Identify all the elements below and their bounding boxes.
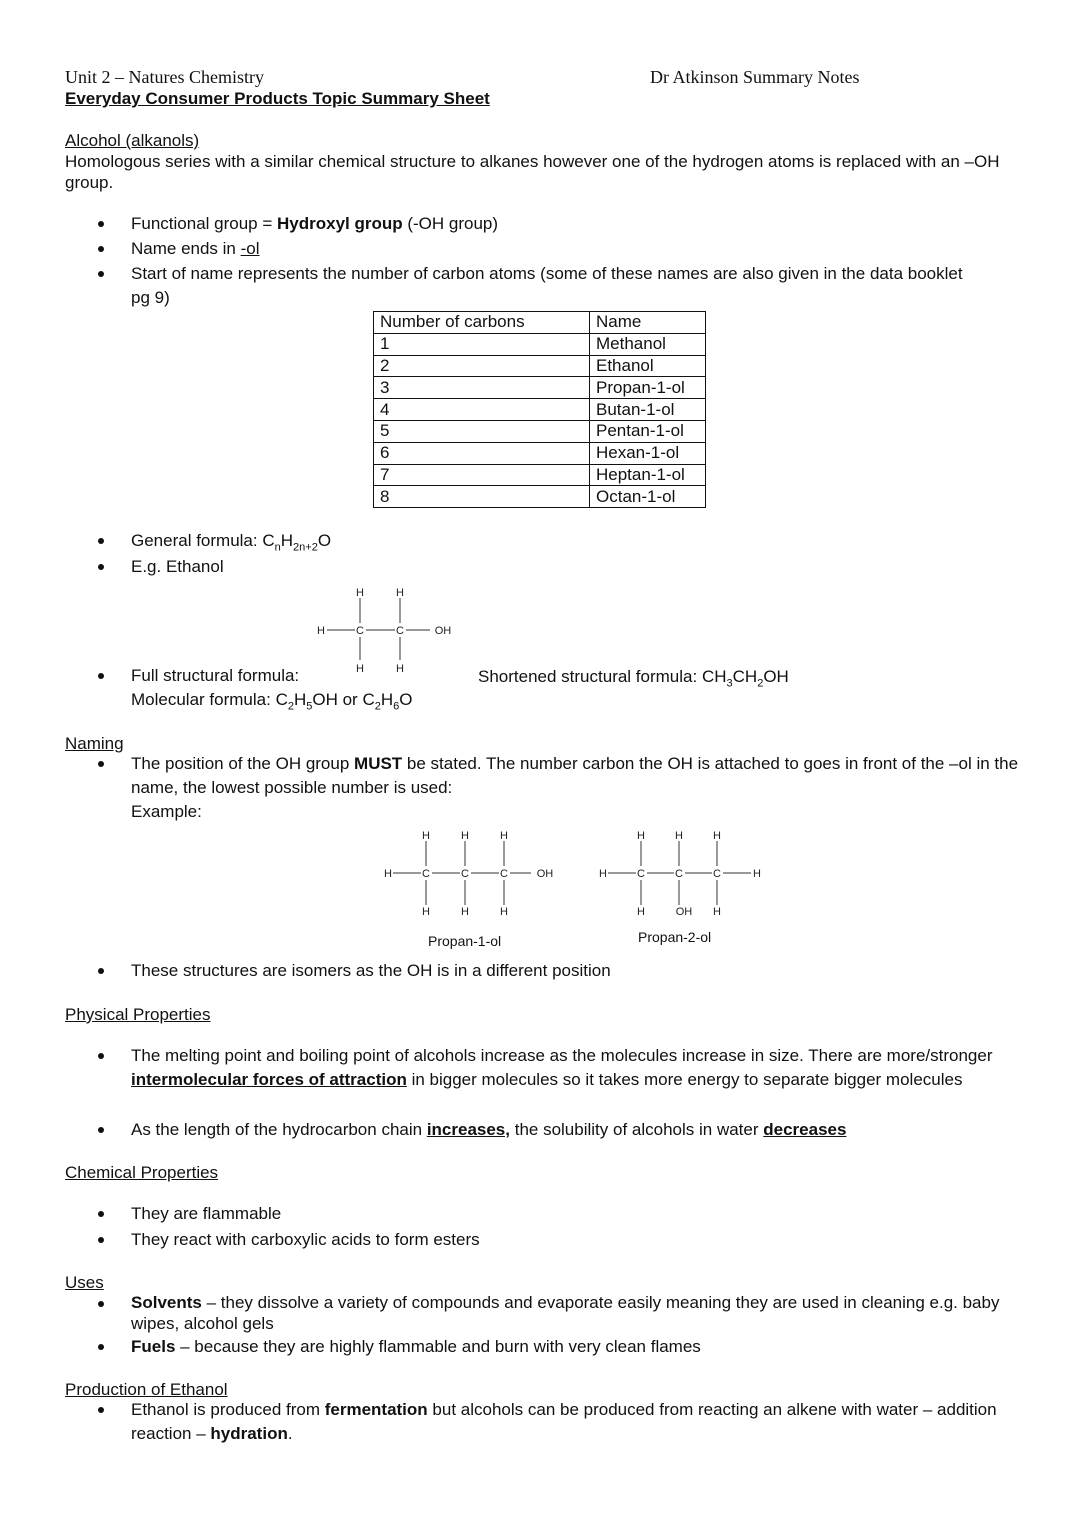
- atom-label: C: [461, 868, 469, 880]
- text: The melting point and boiling point of alcohols increase as the molecules increase in size. There are more/stronger: [131, 1046, 993, 1065]
- solvents-item: [131, 1292, 1021, 1334]
- atom-label: OH: [434, 625, 452, 637]
- solubility-item: [131, 1118, 1021, 1142]
- text: in bigger molecules so it takes more energy to separate bigger molecules: [406, 1070, 963, 1089]
- text: Name ends in: [131, 239, 241, 258]
- table-header-row: [374, 312, 706, 334]
- propan-2-ol-diagram: [590, 825, 770, 920]
- atom-label: H: [637, 830, 645, 842]
- atom-label: H: [599, 868, 607, 880]
- naming-example-label: Example:: [131, 802, 202, 821]
- table-cell: 5: [374, 420, 590, 442]
- bullet-dot: [98, 761, 104, 767]
- table-row: [374, 399, 706, 421]
- text: the solubility of alcohols in water: [510, 1120, 764, 1139]
- table-header-cell: Name: [590, 312, 706, 334]
- atom-label: H: [317, 625, 325, 637]
- atom-label: H: [461, 830, 469, 842]
- text-bold: Solvents: [131, 1293, 202, 1312]
- text: (-OH group): [402, 214, 499, 233]
- carbon-names-table: [373, 311, 706, 508]
- general-formula-item: [131, 529, 1021, 553]
- bullet-dot: [98, 673, 104, 679]
- atom-label: H: [396, 587, 404, 599]
- author-note: Dr Atkinson Summary Notes: [650, 67, 860, 87]
- text-bold-underlined: intermolecular forces of attraction: [131, 1070, 407, 1089]
- bullet-dot: [98, 246, 104, 252]
- table-cell: Hexan-1-ol: [590, 442, 706, 464]
- table-row: [374, 486, 706, 508]
- table-row: [374, 333, 706, 355]
- shortened-formula: $CH_3CH_2OH$: [701, 667, 789, 690]
- atom-label: H: [500, 906, 508, 918]
- bullet-dot: [98, 968, 104, 974]
- table-row: [374, 377, 706, 399]
- text: .: [287, 1424, 293, 1443]
- table-cell: Pentan-1-ol: [590, 420, 706, 442]
- atom-label: H: [396, 663, 404, 675]
- functional-group-item: [131, 212, 1021, 236]
- table-cell: 6: [374, 442, 590, 464]
- text: Functional group =: [131, 214, 278, 233]
- naming-heading: Naming: [65, 734, 124, 753]
- page-title: Everyday Consumer Products Topic Summary Sheet: [65, 89, 490, 108]
- table-row: [374, 442, 706, 464]
- text: or: [337, 690, 363, 709]
- atom-label: H: [384, 868, 392, 880]
- table-row: [374, 420, 706, 442]
- molecular-formula-item: [131, 688, 1021, 712]
- table-cell: 7: [374, 464, 590, 486]
- shortened-structural-item: [478, 666, 789, 690]
- full-structural-label: Full structural formula:: [131, 666, 300, 685]
- melting-point-item: [131, 1044, 1011, 1092]
- bullet-dot: [98, 271, 104, 277]
- alcohol-heading: Alcohol (alkanols): [65, 131, 200, 150]
- bullet-dot: [98, 221, 104, 227]
- text: – they dissolve a variety of compounds and evaporate easily meaning they are used in cleaning e.g. baby wipes, alcohol gels: [131, 1293, 1000, 1333]
- propan-1-ol-label: Propan-1-ol: [428, 933, 502, 949]
- name-ends-item: [131, 237, 1021, 261]
- table-cell: 4: [374, 399, 590, 421]
- atom-label: H: [637, 906, 645, 918]
- table-cell: Propan-1-ol: [590, 377, 706, 399]
- text-bold: MUST: [354, 754, 403, 773]
- ethanol-structure-diagram: [300, 582, 470, 677]
- bullet-dot: [98, 538, 104, 544]
- atom-label: C: [356, 625, 364, 637]
- atom-label: H: [356, 663, 364, 675]
- bullet-dot: [98, 1301, 104, 1307]
- fuels-item: [131, 1335, 1021, 1359]
- atom-label: C: [713, 868, 721, 880]
- bullet-dot: [98, 1127, 104, 1133]
- atom-label: H: [422, 830, 430, 842]
- molecular-formula: $C_2H_5OH$: [275, 690, 338, 713]
- atom-label: C: [396, 625, 404, 637]
- table-row: [374, 355, 706, 377]
- table-cell: 3: [374, 377, 590, 399]
- text-bold: hydration: [210, 1424, 288, 1443]
- atom-label: H: [500, 830, 508, 842]
- uses-heading: Uses: [65, 1273, 104, 1292]
- table-cell: Methanol: [590, 333, 706, 355]
- text: The position of the OH group: [131, 754, 355, 773]
- text-underlined: -ol: [240, 239, 260, 258]
- text: General formula:: [131, 531, 263, 550]
- propan-1-ol-diagram: [375, 825, 575, 920]
- text-bold: Fuels: [131, 1337, 176, 1356]
- start-of-name-item: Start of name represents the number of carbon atoms (some of these names are also given in the data booklet pg 9): [131, 264, 963, 307]
- production-item: [131, 1398, 1011, 1446]
- bullet-dot: [98, 1211, 104, 1217]
- text: be stated. The number carbon the OH is attached to goes in front of the –ol in the name, the lowest possible number is used:: [131, 754, 1019, 797]
- atom-label: C: [422, 868, 430, 880]
- text: Ethanol is produced from: [131, 1400, 325, 1419]
- table-header-cell: Number of carbons: [374, 312, 590, 334]
- isomers-item: These structures are isomers as the OH is in a different position: [131, 961, 611, 980]
- general-formula: $C_nH_{2n+2}O$: [262, 531, 332, 554]
- text: As the length of the hydrocarbon chain: [131, 1120, 427, 1139]
- propan-2-ol-label: Propan-2-ol: [638, 929, 712, 945]
- example-item: E.g. Ethanol: [131, 557, 224, 576]
- bullet-dot: [98, 1053, 104, 1059]
- text-bold-underlined: decreases: [763, 1120, 847, 1139]
- table-row: [374, 464, 706, 486]
- chemical-heading: Chemical Properties: [65, 1163, 219, 1182]
- bullet-dot: [98, 1344, 104, 1350]
- atom-label: C: [637, 868, 645, 880]
- esters-item: They react with carboxylic acids to form esters: [131, 1230, 480, 1249]
- table-cell: 8: [374, 486, 590, 508]
- table-cell: Ethanol: [590, 355, 706, 377]
- atom-label: H: [675, 830, 683, 842]
- text: but alcohols can be produced from reacting an alkene with water – addition reaction –: [131, 1400, 997, 1443]
- bullet-dot: [98, 564, 104, 570]
- bullet-dot: [98, 1237, 104, 1243]
- atom-label: H: [461, 906, 469, 918]
- atom-label: OH: [675, 906, 693, 918]
- table-cell: 1: [374, 333, 590, 355]
- atom-label: H: [713, 906, 721, 918]
- alcohol-intro: Homologous series with a similar chemical structure to alkanes however one of the hydrogen atoms is replaced with an –OH group.: [65, 152, 1000, 192]
- production-heading: Production of Ethanol: [65, 1380, 228, 1399]
- text-bold: Hydroxyl group: [277, 214, 403, 233]
- bullet-dot: [98, 1407, 104, 1413]
- unit-title: Unit 2 – Natures Chemistry: [65, 67, 264, 87]
- physical-heading: Physical Properties: [65, 1005, 211, 1024]
- flammable-item: They are flammable: [131, 1204, 282, 1223]
- text: – because they are highly flammable and burn with very clean flames: [175, 1337, 701, 1356]
- atom-label: H: [356, 587, 364, 599]
- table-cell: Butan-1-ol: [590, 399, 706, 421]
- naming-rule: [131, 752, 1021, 800]
- atom-label: H: [753, 868, 761, 880]
- atom-label: H: [713, 830, 721, 842]
- molecular-formula-alt: $C_2H_6O$: [362, 690, 413, 713]
- text: Shortened structural formula:: [478, 667, 702, 686]
- table-cell: Heptan-1-ol: [590, 464, 706, 486]
- table-cell: 2: [374, 355, 590, 377]
- text: Molecular formula:: [131, 690, 276, 709]
- atom-label: H: [422, 906, 430, 918]
- text-bold-underlined: increases,: [426, 1120, 510, 1139]
- table-cell: Octan-1-ol: [590, 486, 706, 508]
- text-bold: fermentation: [324, 1400, 428, 1419]
- atom-label: C: [675, 868, 683, 880]
- atom-label: OH: [536, 868, 554, 880]
- atom-label: C: [500, 868, 508, 880]
